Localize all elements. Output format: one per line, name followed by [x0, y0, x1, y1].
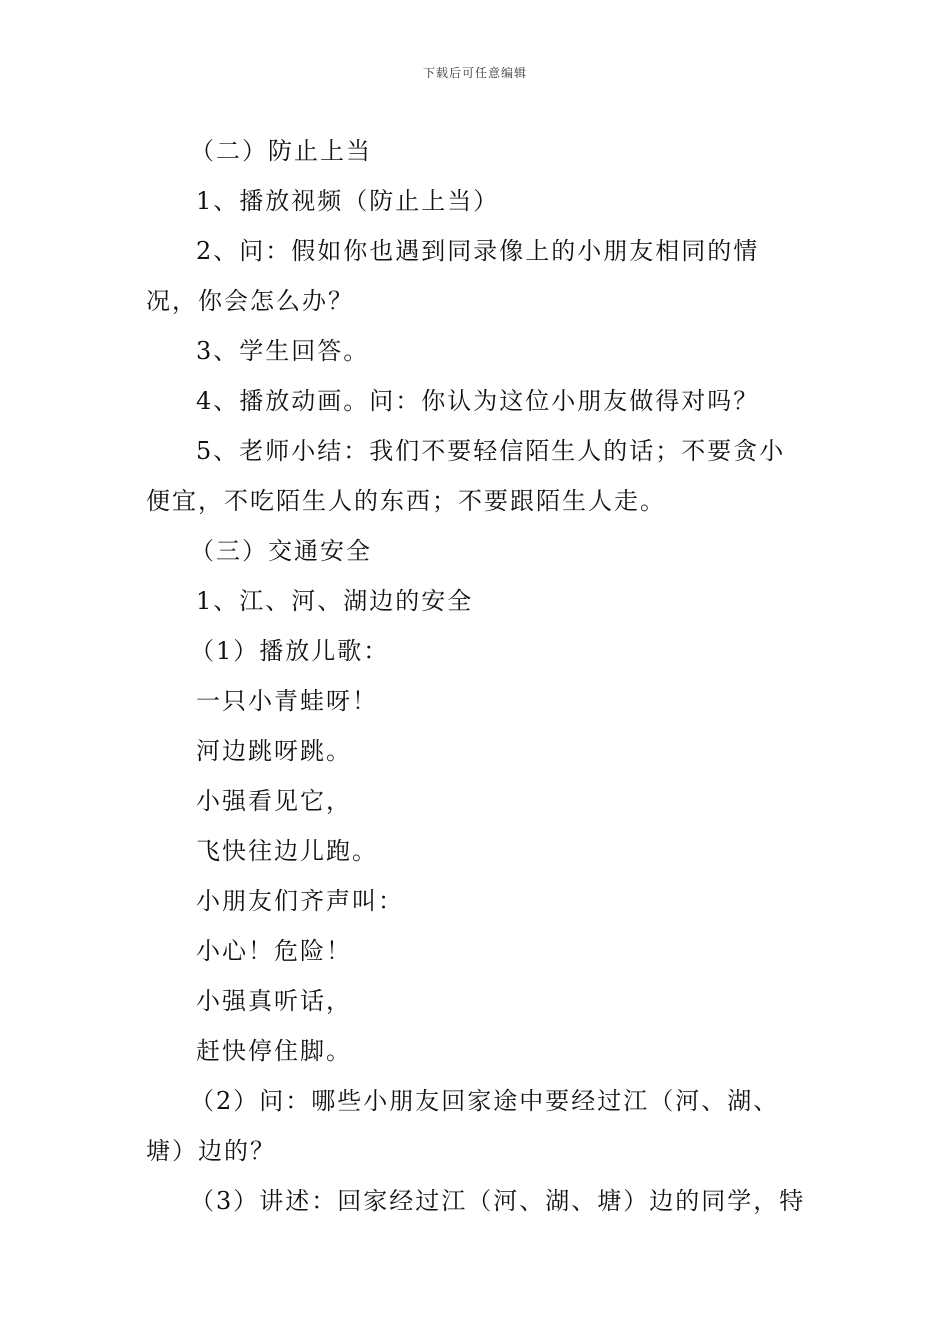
section-heading-traffic-safety: （三）交通安全 — [190, 537, 372, 565]
song-line: 小心！危险！ — [196, 937, 352, 965]
song-line: 小朋友们齐声叫： — [196, 887, 404, 915]
page-header: 下载后可任意编辑 — [422, 66, 527, 80]
paragraph-item: 3、学生回答。 — [196, 337, 370, 365]
song-line: 赶快停住脚。 — [196, 1037, 352, 1065]
paragraph-item: 2、问：假如你也遇到同录像上的小朋友相同的情况，你会怎么办？ — [146, 237, 760, 315]
section-heading-prevent-deception: （二）防止上当 — [190, 137, 372, 165]
song-line: 小强看见它， — [196, 787, 352, 815]
paragraph-item: 1、播放视频（防止上当） — [196, 187, 500, 215]
song-line: 河边跳呀跳。 — [196, 737, 352, 765]
document-body — [146, 126, 806, 1226]
paragraph-item: （2）问：哪些小朋友回家途中要经过江（河、湖、塘）边的？ — [146, 1087, 780, 1165]
song-line: 一只小青蛙呀！ — [196, 687, 378, 715]
paragraph-item: 5、老师小结：我们不要轻信陌生人的话；不要贪小便宜，不吃陌生人的东西；不要跟陌生人走。 — [146, 437, 786, 515]
song-line: 飞快往边儿跑。 — [196, 837, 378, 865]
paragraph-item: 1、江、河、湖边的安全 — [196, 587, 474, 615]
paragraph-item: （3）讲述：回家经过江（河、湖、塘）边的同学，特 — [190, 1187, 806, 1215]
paragraph-item: （1）播放儿歌： — [190, 637, 390, 665]
paragraph-item: 4、播放动画。问：你认为这位小朋友做得对吗？ — [196, 387, 760, 415]
song-line: 小强真听话， — [196, 987, 352, 1015]
